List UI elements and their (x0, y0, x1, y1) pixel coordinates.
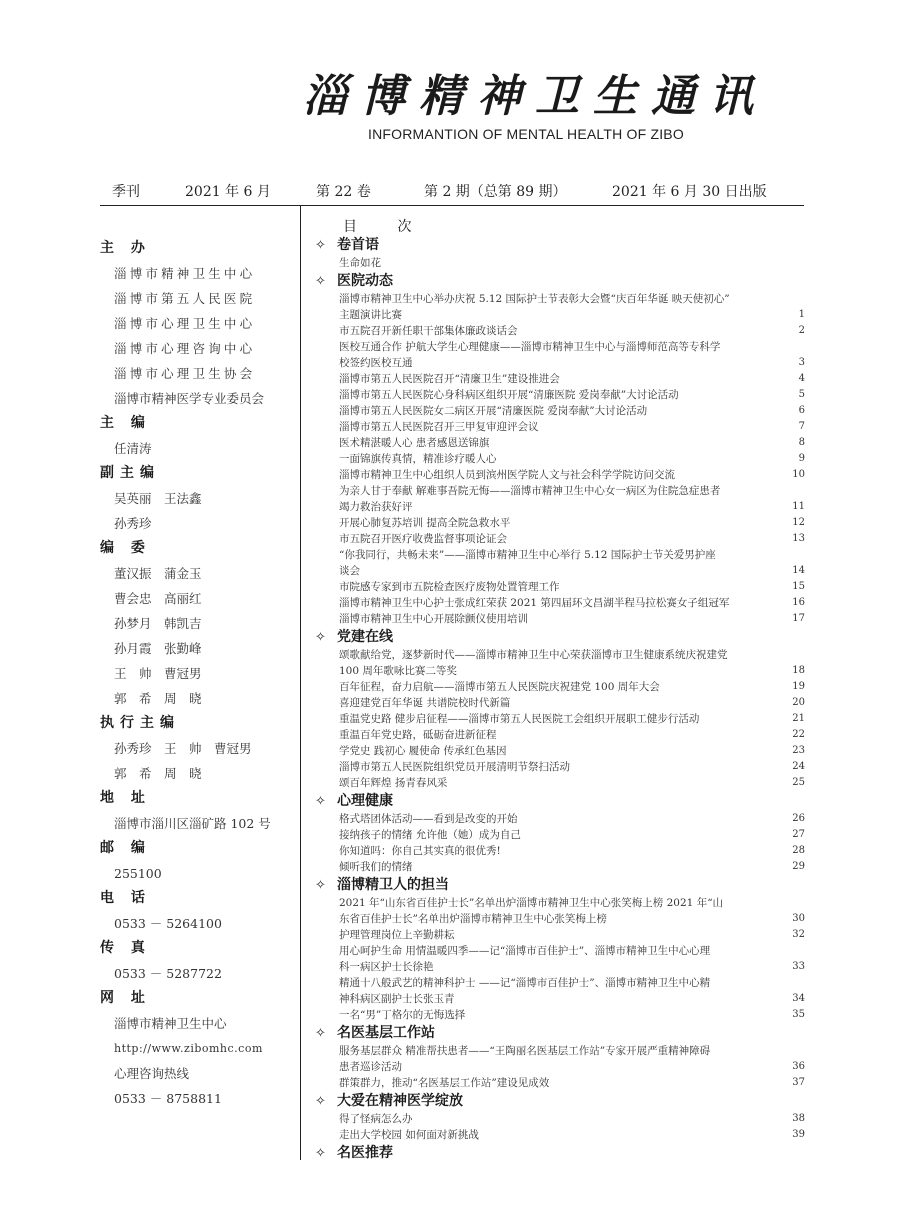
toc-heading: 目 次 (343, 219, 430, 235)
toc-entry-page: 4 (798, 373, 805, 384)
toc-entry-title: 市院感专家到市五院检查医疗废物处置管理工作 (339, 581, 560, 593)
toc-entry-title: 颂歌献给党，逐梦新时代——淄博市精神卫生中心荣获淄博市卫生健康系统庆祝建党 (339, 649, 728, 661)
toc-entry-page: 13 (792, 533, 805, 544)
toc-entry-title: 校签约医校互通 (339, 357, 413, 369)
toc-entry[interactable] (315, 547, 805, 563)
toc-entry-title: 喜迎建党百年华诞 共谱院校时代新篇 (339, 697, 511, 709)
sparkle-icon: ✧ (315, 878, 326, 893)
toc-entry[interactable] (315, 991, 805, 1007)
toc-section-header (315, 1091, 805, 1111)
toc-entry-page: 19 (792, 681, 805, 692)
toc-entry[interactable] (315, 499, 805, 515)
toc-entry-page: 16 (792, 597, 805, 608)
toc-entry-title: 淄博市精神卫生中心举办庆祝 5.12 国际护士节表彰大会暨“庆百年华诞 映天使初心” (339, 293, 730, 305)
toc-entry-page: 34 (792, 993, 805, 1004)
toc-entry-title: 一面锦旗传真情，精准诊疗暖人心 (339, 453, 497, 465)
toc-entry-page: 28 (792, 845, 805, 856)
sidebar-section-item: 淄博市心理卫生协会 (114, 366, 256, 381)
toc-entry[interactable] (315, 579, 805, 595)
sidebar-section-item: 淄博市心理咨询中心 (114, 341, 256, 356)
masthead-info-panel (100, 236, 290, 1111)
toc-entry-title: 为亲人甘于奉献 解难事吾院无悔——淄博市精神卫生中心女一病区为住院急症患者 (339, 485, 721, 497)
toc-entry[interactable] (315, 307, 805, 323)
toc-entry-page: 30 (792, 913, 805, 924)
toc-entry-title: 走出大学校园 如何面对新挑战 (339, 1129, 479, 1141)
sparkle-icon: ✧ (315, 274, 326, 289)
toc-entry-title: 用心呵护生命 用情温暖四季——记“淄博市百佳护士”、淄博市精神卫生中心心理 (339, 945, 711, 957)
toc-entry-page: 38 (792, 1113, 805, 1124)
sidebar-section-item: 王 帅 曹冠男 (114, 666, 202, 681)
toc-section-header (315, 1023, 805, 1043)
toc-section-header (315, 875, 805, 895)
sidebar-section-item: 淄博市心理卫生中心 (114, 316, 256, 331)
toc-section-header (315, 235, 805, 255)
sidebar-section-item: 郭 希 周 晓 (114, 766, 202, 781)
toc-entry[interactable] (315, 859, 805, 875)
sidebar-section-item: 任清涛 (114, 441, 152, 456)
sidebar-section-item: 吴英丽 王法鑫 (114, 491, 202, 506)
toc-entry-page: 11 (792, 501, 805, 512)
toc-entry[interactable] (315, 743, 805, 759)
toc-entry-title: 护理管理岗位上辛勤耕耘 (339, 929, 455, 941)
toc-entry[interactable] (315, 323, 805, 339)
toc-section-title: 医院动态 (337, 273, 393, 289)
toc-entry[interactable] (315, 419, 805, 435)
toc-section-title: 淄博精卫人的担当 (337, 877, 449, 893)
toc-entry-title: 淄博市第五人民医院召开“清廉卫生”建设推进会 (339, 373, 560, 385)
toc-entry-page: 32 (792, 929, 805, 940)
toc-entry-page: 35 (792, 1009, 805, 1020)
toc-entry[interactable] (315, 895, 805, 911)
journal-title: 淄博精神卫生通讯 (303, 71, 767, 122)
toc-entry[interactable] (315, 775, 805, 791)
toc-entry-title: 群策群力，推动“名医基层工作站”建设见成效 (339, 1077, 550, 1089)
toc-entry-page: 23 (792, 745, 805, 756)
toc-entry-page: 10 (792, 469, 805, 480)
toc-entry-title: 开展心肺复苏培训 提高全院急救水平 (339, 517, 511, 529)
toc-entry-title: 生命如花 (339, 257, 381, 269)
toc-entry[interactable] (315, 811, 805, 827)
sidebar-section-item: 淄博市精神卫生中心 (114, 266, 256, 281)
toc-entry[interactable] (315, 355, 805, 371)
sidebar-section-item: 0533 － 5287722 (114, 966, 222, 981)
toc-entry-title: 东省百佳护士长”名单出炉淄博市精神卫生中心张笑梅上榜 (339, 913, 607, 925)
toc-entry-page: 8 (798, 437, 805, 448)
issue-publish-date: 2021 年 6 月 30 日出版 (612, 184, 767, 200)
issue-number: 第 2 期（总第 89 期） (424, 184, 567, 200)
toc-section-header (315, 627, 805, 647)
toc-entry-page: 5 (798, 389, 805, 400)
toc-section-header (315, 271, 805, 291)
sidebar-section-item: 淄博市精神医学专业委员会 (114, 391, 265, 406)
sidebar-section-item: 孙秀珍 (114, 516, 152, 531)
toc-entry-title: 神科病区副护士长张玉青 (339, 993, 455, 1005)
issue-month: 2021 年 6 月 (185, 184, 271, 200)
table-of-contents (315, 235, 805, 1163)
toc-entry-page: 27 (792, 829, 805, 840)
sparkle-icon: ✧ (315, 794, 326, 809)
issue-frequency: 季刊 (112, 184, 140, 200)
toc-entry-title: 淄博市第五人民医院召开三甲复审迎评会议 (339, 421, 539, 433)
toc-entry-page: 3 (798, 357, 805, 368)
toc-entry-title: 颂百年辉煌 扬青春风采 (339, 777, 448, 789)
toc-entry[interactable] (315, 711, 805, 727)
toc-entry[interactable] (315, 647, 805, 663)
toc-entry-title: 市五院召开新任职干部集体廉政谈话会 (339, 325, 518, 337)
toc-entry-title: 服务基层群众 精准帮扶患者——“王陶丽名医基层工作站”专家开展严重精神障碍 (339, 1045, 711, 1057)
toc-entry[interactable] (315, 695, 805, 711)
toc-entry[interactable] (315, 255, 805, 271)
sidebar-section-item: 0533 － 5264100 (114, 916, 222, 931)
toc-entry-title: “你我同行，共畅未来”——淄博市精神卫生中心举行 5.12 国际护士节关爱男护座 (339, 549, 716, 561)
toc-entry[interactable] (315, 1043, 805, 1059)
toc-entry[interactable] (315, 515, 805, 531)
toc-entry[interactable] (315, 563, 805, 579)
toc-entry-title: 淄博市第五人民医院组织党员开展清明节祭扫活动 (339, 761, 570, 773)
toc-entry-title: 淄博市第五人民医院心身科病区组织开展“清廉医院 爱岗奉献”大讨论活动 (339, 389, 679, 401)
toc-entry-title: 2021 年“山东省百佳护士长”名单出炉淄博市精神卫生中心张笑梅上榜 2021 年“山 (339, 897, 724, 909)
sidebar-section-item: 曹会忠 高丽红 (114, 591, 202, 606)
toc-entry[interactable] (315, 371, 805, 387)
toc-entry[interactable] (315, 339, 805, 355)
toc-entry[interactable] (315, 1007, 805, 1023)
toc-entry-page: 37 (792, 1077, 805, 1088)
toc-entry[interactable] (315, 927, 805, 943)
toc-entry-page: 2 (798, 325, 805, 336)
toc-entry[interactable] (315, 975, 805, 991)
sidebar-section-item: 董汉振 蒲金玉 (114, 566, 202, 581)
toc-section-header (315, 1143, 805, 1163)
toc-entry[interactable] (315, 467, 805, 483)
toc-entry[interactable] (315, 611, 805, 627)
sidebar-section-item: 孙月霞 张勤峰 (114, 641, 202, 656)
toc-entry-title: 得了怪病怎么办 (339, 1113, 413, 1125)
toc-entry-page: 17 (792, 613, 805, 624)
toc-entry-title: 医术精湛暖人心 患者感恩送锦旗 (339, 437, 490, 449)
sidebar-section-item: 孙梦月 韩凯吉 (114, 616, 202, 631)
toc-entry-title: 淄博市精神卫生中心开展除颤仪使用培训 (339, 613, 528, 625)
toc-entry[interactable] (315, 1059, 805, 1075)
toc-section-title: 心理健康 (337, 793, 393, 809)
toc-entry-title: 一名“男”丁格尔的无悔选择 (339, 1009, 466, 1021)
toc-entry-title: 接纳孩子的情绪 允许他（她）成为自己 (339, 829, 521, 841)
toc-entry-page: 14 (792, 565, 805, 576)
sidebar-section-label: 网 址 (100, 990, 151, 1006)
toc-entry[interactable] (315, 403, 805, 419)
toc-entry-page: 25 (792, 777, 805, 788)
toc-entry[interactable] (315, 727, 805, 743)
toc-entry-title: 医校互通合作 护航大学生心理健康——淄博市精神卫生中心与淄博师范高等专科学 (339, 341, 721, 353)
toc-entry-page: 36 (792, 1061, 805, 1072)
toc-entry-title: 淄博市精神卫生中心组织人员到滨州医学院人文与社会科学学院访问交流 (339, 469, 675, 481)
sidebar-section-item: 郭 希 周 晓 (114, 691, 202, 706)
toc-entry[interactable] (315, 827, 805, 843)
sidebar-section-item: 255100 (114, 866, 162, 881)
sidebar-section-item: 孙秀珍 王 帅 曹冠男 (114, 741, 252, 756)
toc-entry[interactable] (315, 291, 805, 307)
toc-section-header (315, 791, 805, 811)
toc-entry[interactable] (315, 959, 805, 975)
sidebar-section-label: 传 真 (100, 940, 151, 956)
toc-entry[interactable] (315, 679, 805, 695)
sidebar-section-label: 地 址 (100, 790, 151, 806)
column-divider (300, 205, 301, 1160)
toc-entry-page: 24 (792, 761, 805, 772)
toc-entry-title: 竭力救治获好评 (339, 501, 413, 513)
sparkle-icon: ✧ (315, 238, 326, 253)
toc-entry-page: 9 (798, 453, 805, 464)
toc-entry[interactable] (315, 843, 805, 859)
toc-entry-page: 1 (798, 309, 805, 320)
journal-title-english: INFORMANTION OF MENTAL HEALTH OF ZIBO (368, 126, 684, 142)
issue-volume: 第 22 卷 (316, 184, 371, 200)
toc-entry[interactable] (315, 1127, 805, 1143)
toc-entry-title: 精通十八般武艺的精神科护士 ——记“淄博市百佳护士”、淄博市精神卫生中心精 (339, 977, 711, 989)
toc-entry-page: 12 (792, 517, 805, 528)
toc-entry[interactable] (315, 435, 805, 451)
toc-entry[interactable] (315, 531, 805, 547)
toc-entry-title: 淄博市第五人民医院女二病区开展“清廉医院 爱岗奉献”大讨论活动 (339, 405, 648, 417)
sidebar-section-label: 邮 编 (100, 840, 151, 856)
toc-entry-title: 倾听我们的情绪 (339, 861, 413, 873)
toc-entry[interactable] (315, 1075, 805, 1091)
sparkle-icon: ✧ (315, 1026, 326, 1041)
toc-entry[interactable] (315, 911, 805, 927)
toc-entry[interactable] (315, 663, 805, 679)
toc-entry-title: 格式塔团体活动——看到是改变的开始 (339, 813, 518, 825)
sidebar-section-label: 副主编 (100, 465, 160, 481)
toc-entry-title: 100 周年歌咏比赛二等奖 (339, 665, 457, 677)
toc-entry-page: 29 (792, 861, 805, 872)
toc-entry-title: 淄博市精神卫生中心护士张成红荣获 2021 第四届环文昌湖半程马拉松赛女子组冠军 (339, 597, 730, 609)
toc-entry-page: 39 (792, 1129, 805, 1140)
sidebar-section-item: 0533 － 8758811 (114, 1091, 222, 1106)
sidebar-section-label: 主 办 (100, 240, 151, 256)
sidebar-section-item: http://www.zibomhc.com (114, 1042, 263, 1055)
toc-entry-page: 22 (792, 729, 805, 740)
toc-entry[interactable] (315, 451, 805, 467)
toc-entry[interactable] (315, 595, 805, 611)
toc-entry-title: 市五院召开医疗收费监督事项论证会 (339, 533, 507, 545)
toc-section-title: 大爱在精神医学绽放 (337, 1093, 463, 1109)
sparkle-icon: ✧ (315, 1094, 326, 1109)
toc-entry-page: 7 (798, 421, 805, 432)
toc-entry-page: 18 (792, 665, 805, 676)
toc-entry-page: 33 (792, 961, 805, 972)
sidebar-section-item: 心理咨询热线 (114, 1066, 190, 1081)
sidebar-section-item: 淄博市淄川区淄矿路 102 号 (114, 816, 271, 831)
toc-entry-title: 重温党史路 健步启征程——淄博市第五人民医院工会组织开展职工健步行活动 (339, 713, 700, 725)
sparkle-icon: ✧ (315, 1146, 326, 1161)
toc-entry-page: 6 (798, 405, 805, 416)
toc-entry-page: 15 (792, 581, 805, 592)
toc-entry-page: 26 (792, 813, 805, 824)
toc-section-title: 名医基层工作站 (337, 1025, 435, 1041)
sparkle-icon: ✧ (315, 630, 326, 645)
toc-entry-title: 科一病区护士长徐艳 (339, 961, 434, 973)
header-divider (100, 205, 804, 206)
sidebar-section-item: 淄博市第五人民医院 (114, 291, 256, 306)
issue-info-line (112, 181, 812, 201)
toc-section-title: 卷首语 (337, 237, 379, 253)
toc-entry-title: 学党史 践初心 履使命 传承红色基因 (339, 745, 507, 757)
toc-entry-title: 主题演讲比赛 (339, 309, 402, 321)
sidebar-section-label: 电 话 (100, 890, 151, 906)
toc-entry-title: 你知道吗：你自己其实真的很优秀! (339, 845, 501, 857)
sidebar-section-label: 编 委 (100, 540, 151, 556)
toc-section-title: 名医推荐 (337, 1145, 393, 1161)
toc-entry[interactable] (315, 387, 805, 403)
toc-section-title: 党建在线 (337, 629, 393, 645)
toc-entry-title: 百年征程，奋力启航——淄博市第五人民医院庆祝建党 100 周年大会 (339, 681, 660, 693)
toc-entry[interactable] (315, 759, 805, 775)
toc-entry[interactable] (315, 943, 805, 959)
toc-entry-title: 谈会 (339, 565, 360, 577)
toc-entry-title: 患者巡诊活动 (339, 1061, 402, 1073)
toc-entry-page: 20 (792, 697, 805, 708)
toc-entry[interactable] (315, 1111, 805, 1127)
toc-entry[interactable] (315, 483, 805, 499)
toc-entry-page: 21 (792, 713, 805, 724)
sidebar-section-label: 主 编 (100, 415, 151, 431)
sidebar-section-label: 执行主编 (100, 715, 180, 731)
toc-entry-title: 重温百年党史路，砥砺奋进新征程 (339, 729, 497, 741)
sidebar-section-item: 淄博市精神卫生中心 (114, 1016, 227, 1031)
